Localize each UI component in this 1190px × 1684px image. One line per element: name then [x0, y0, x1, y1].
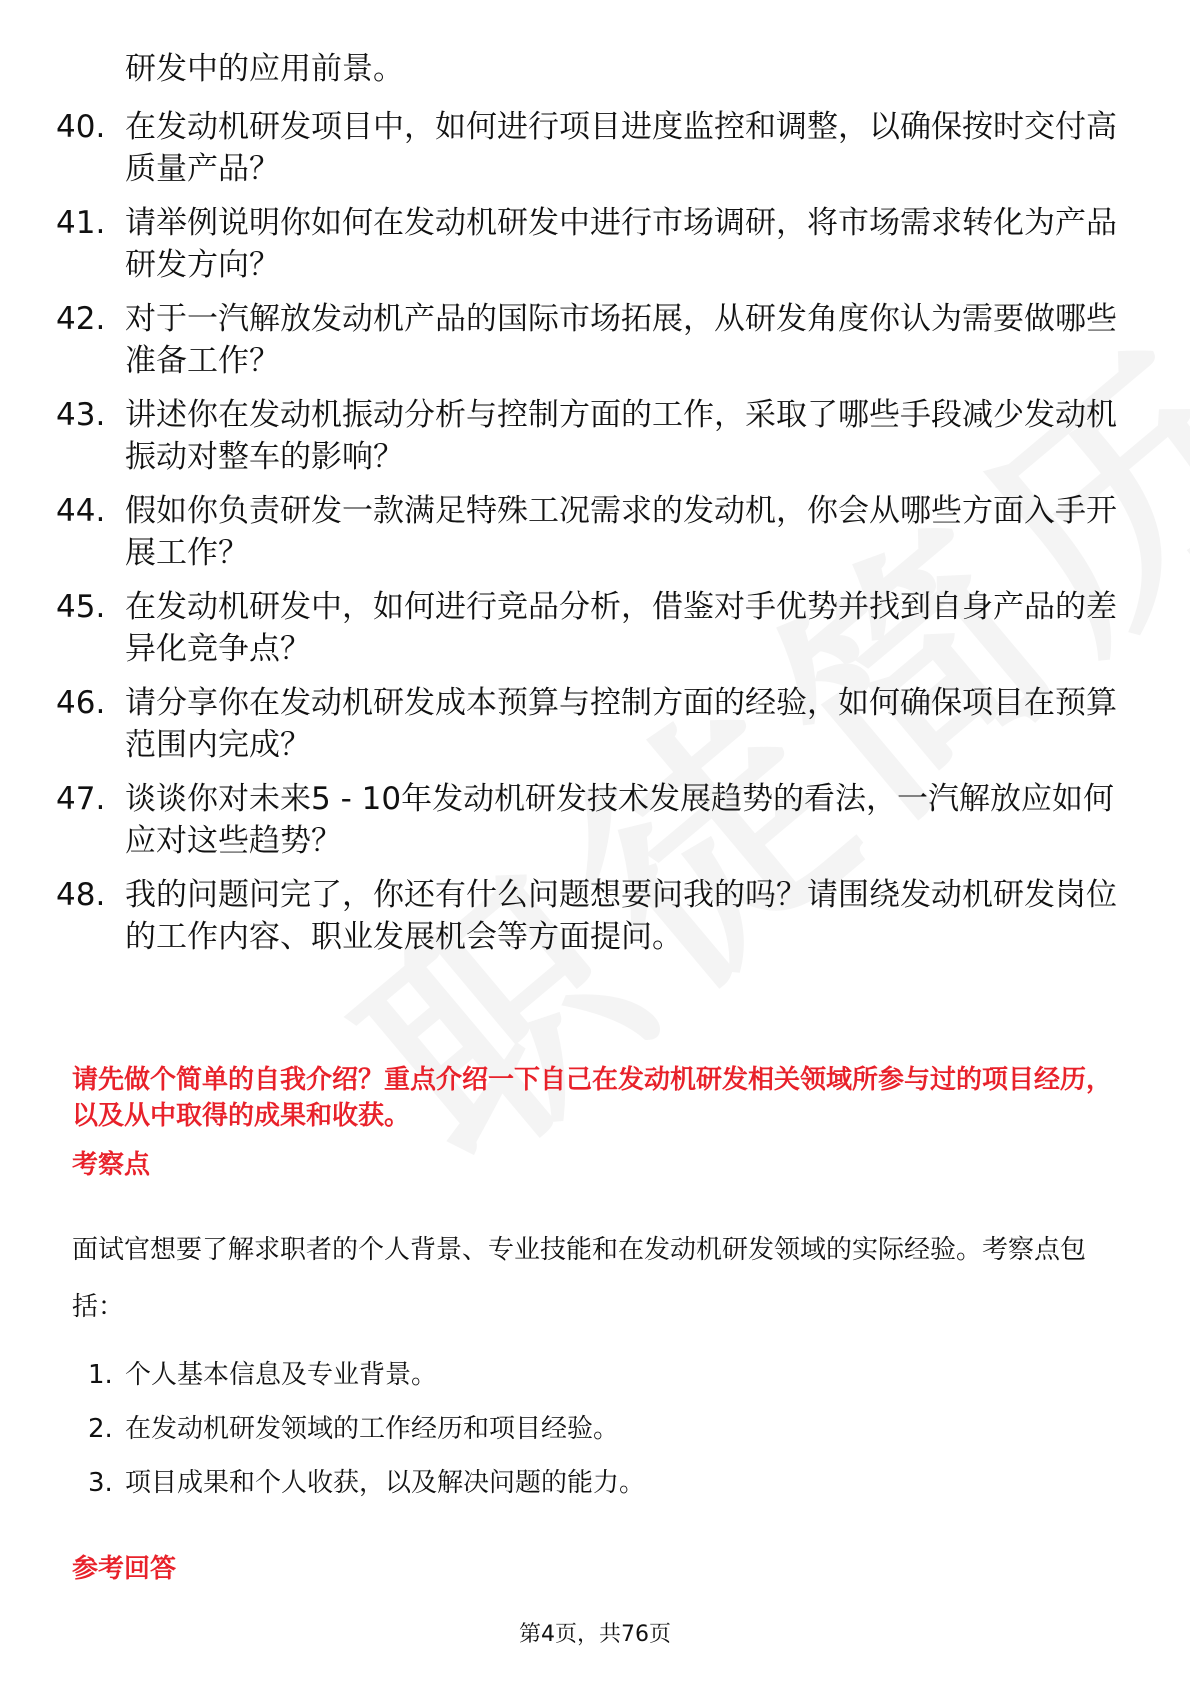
question-text: 假如你负责研发一款满足特殊工况需求的发动机，你会从哪些方面入手开展工作？ [125, 493, 1117, 571]
question-text: 我的问题问完了，你还有什么问题想要问我的吗？请围绕发动机研发岗位的工作内容、职业发展机会等方面提问。 [125, 877, 1117, 955]
question-number: 48. [56, 877, 106, 913]
question-text: 讲述你在发动机振动分析与控制方面的工作，采取了哪些手段减少发动机振动对整车的影响？ [125, 397, 1117, 475]
question-number: 47. [56, 781, 106, 817]
question-number: 40. [56, 109, 106, 145]
exam-point-text: 项目成果和个人收获，以及解决问题的能力。 [125, 1468, 646, 1498]
exam-point-text: 个人基本信息及专业背景。 [125, 1360, 438, 1390]
question-number: 43. [56, 397, 106, 433]
exam-point-number: 2. [88, 1414, 113, 1444]
question-number: 46. [56, 685, 106, 721]
question-text: 谈谈你对未来5 - 10年发动机研发技术发展趋势的看法，一汽解放应如何应对这些趋势？ [125, 781, 1115, 859]
question-text: 在发动机研发中，如何进行竞品分析，借鉴对手优势并找到自身产品的差异化竞争点？ [125, 589, 1117, 667]
exam-point-text: 在发动机研发领域的工作经历和项目经验。 [125, 1414, 620, 1444]
question-text: 请分享你在发动机研发成本预算与控制方面的经验，如何确保项目在预算范围内完成？ [125, 685, 1117, 763]
question-number: 42. [56, 301, 106, 337]
reference-answer-heading: 参考回答 [72, 1554, 177, 1584]
exam-point-number: 1. [88, 1360, 113, 1390]
exam-points-intro: 面试官想要了解求职者的个人背景、专业技能和在发动机研发领域的实际经验。考察点包括： [72, 1235, 1087, 1322]
question-text: 对于一汽解放发动机产品的国际市场拓展，从研发角度你认为需要做哪些准备工作？ [125, 301, 1117, 379]
exam-points-heading: 考察点 [72, 1150, 151, 1180]
question-number: 45. [56, 589, 106, 625]
question-text: 请举例说明你如何在发动机研发中进行市场调研，将市场需求转化为产品研发方向？ [125, 205, 1117, 283]
question-continuation: 研发中的应用前景。 [125, 51, 404, 87]
question-number: 41. [56, 205, 106, 241]
question-number: 44. [56, 493, 106, 529]
exam-point-number: 3. [88, 1468, 113, 1498]
question-text: 在发动机研发项目中，如何进行项目进度监控和调整，以确保按时交付高质量产品？ [125, 109, 1117, 187]
highlight-question: 请先做个简单的自我介绍？重点介绍一下自己在发动机研发相关领域所参与过的项目经历，以及从中取得的成果和收获。 [72, 1065, 1113, 1131]
page-footer: 第4页，共76页 [519, 1622, 671, 1647]
